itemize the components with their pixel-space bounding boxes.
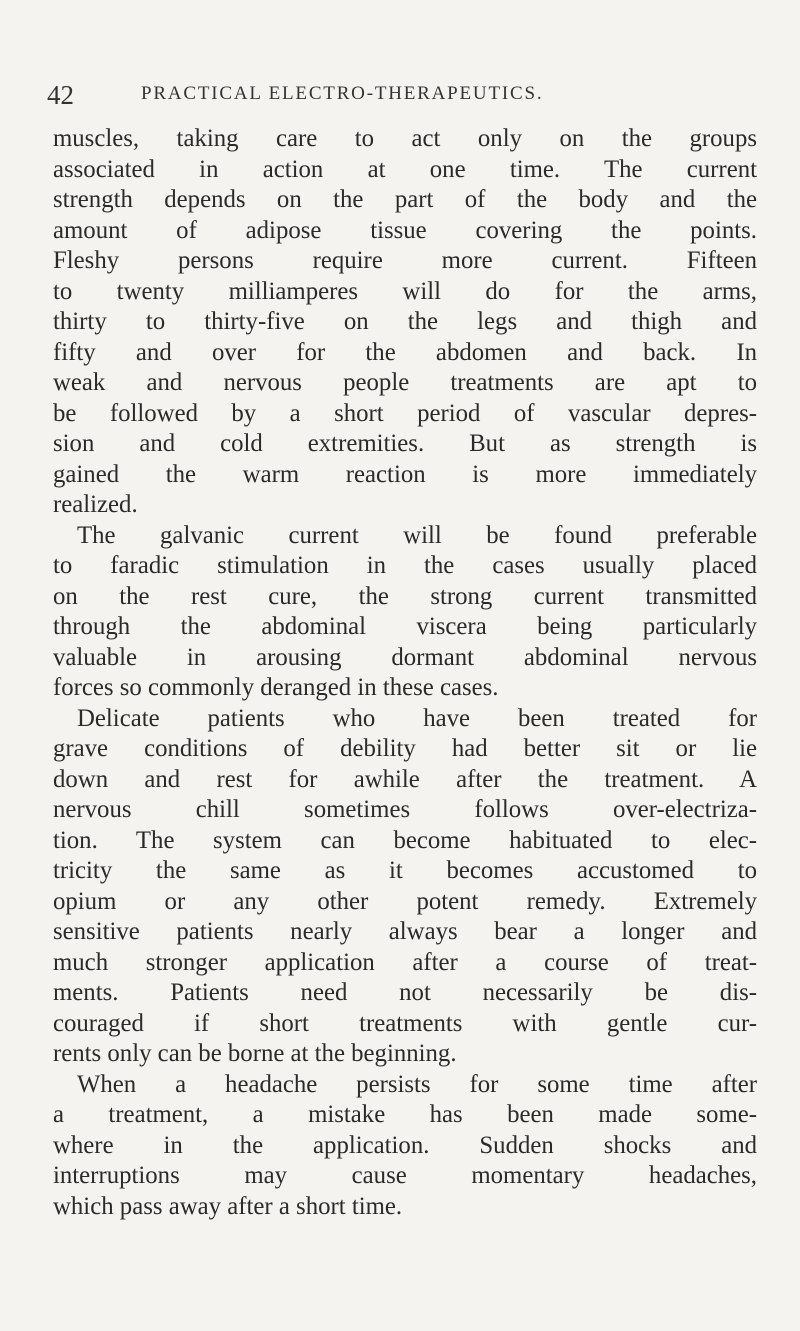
text-line: nervous chill sometimes follows over-electriza- [53,796,757,823]
text-line: Fleshy persons require more current. Fifteen [53,247,757,274]
text-line: through the abdominal viscera being particularly [53,613,757,640]
body-text [53,124,757,1222]
text-line: down and rest for awhile after the treatment. A [53,765,757,793]
text-line: be followed by a short period of vascular depres- [53,399,757,427]
text-line: opium or any other potent remedy. Extremely [53,887,757,915]
text-line: associated in action at one time. The current [53,155,757,183]
text-line: much stronger application after a course of treat- [53,948,757,976]
paragraph [53,521,757,704]
paragraph [53,1070,757,1223]
text-line: sensitive patients nearly always bear a longer and [53,918,757,945]
text-line: on the rest cure, the strong current transmitted [53,582,757,610]
text-line: tricity the same as it becomes accustomed to [53,857,757,884]
text-line: rents only can be borne at the beginning. [53,1040,457,1067]
text-line: sion and cold extremities. But as strength is [53,430,757,457]
page-header [47,74,607,114]
text-line: ments. Patients need not necessarily be dis- [53,979,757,1006]
text-line: gained the warm reaction is more immediately [53,460,757,488]
text-line: valuable in arousing dormant abdominal nervous [53,643,757,671]
text-line: amount of adipose tissue covering the points. [53,216,757,244]
text-line: a treatment, a mistake has been made some- [53,1101,757,1128]
text-line: tion. The system can become habituated to elec- [53,826,757,854]
text-line: muscles, taking care to act only on the groups [53,125,757,152]
text-line: When a headache persists for some time after [77,1070,757,1098]
text-line: realized. [53,491,138,518]
text-line: grave conditions of debility had better sit or lie [53,735,757,762]
page-number: 42 [47,80,74,110]
running-title: PRACTICAL ELECTRO-THERAPEUTICS. [141,83,544,104]
text-line: interruptions may cause momentary headaches, [53,1162,757,1189]
text-line: couraged if short treatments with gentle cur- [53,1009,757,1037]
text-line: thirty to thirty-five on the legs and thigh and [53,308,757,335]
text-line: weak and nervous people treatments are apt to [53,369,757,396]
paragraph [53,124,757,521]
text-line: The galvanic current will be found preferable [77,521,757,549]
text-line: which pass away after a short time. [53,1192,403,1220]
text-line: Delicate patients who have been treated for [77,704,757,732]
text-line: forces so commonly deranged in these cases. [53,674,499,701]
text-line: to faradic stimulation in the cases usually placed [53,552,757,579]
text-line: to twenty milliamperes will do for the arms, [53,277,757,305]
text-line: fifty and over for the abdomen and back. In [53,338,757,366]
text-line: strength depends on the part of the body and the [53,186,757,213]
text-line: where in the application. Sudden shocks and [53,1131,757,1159]
paragraph [53,704,757,1070]
